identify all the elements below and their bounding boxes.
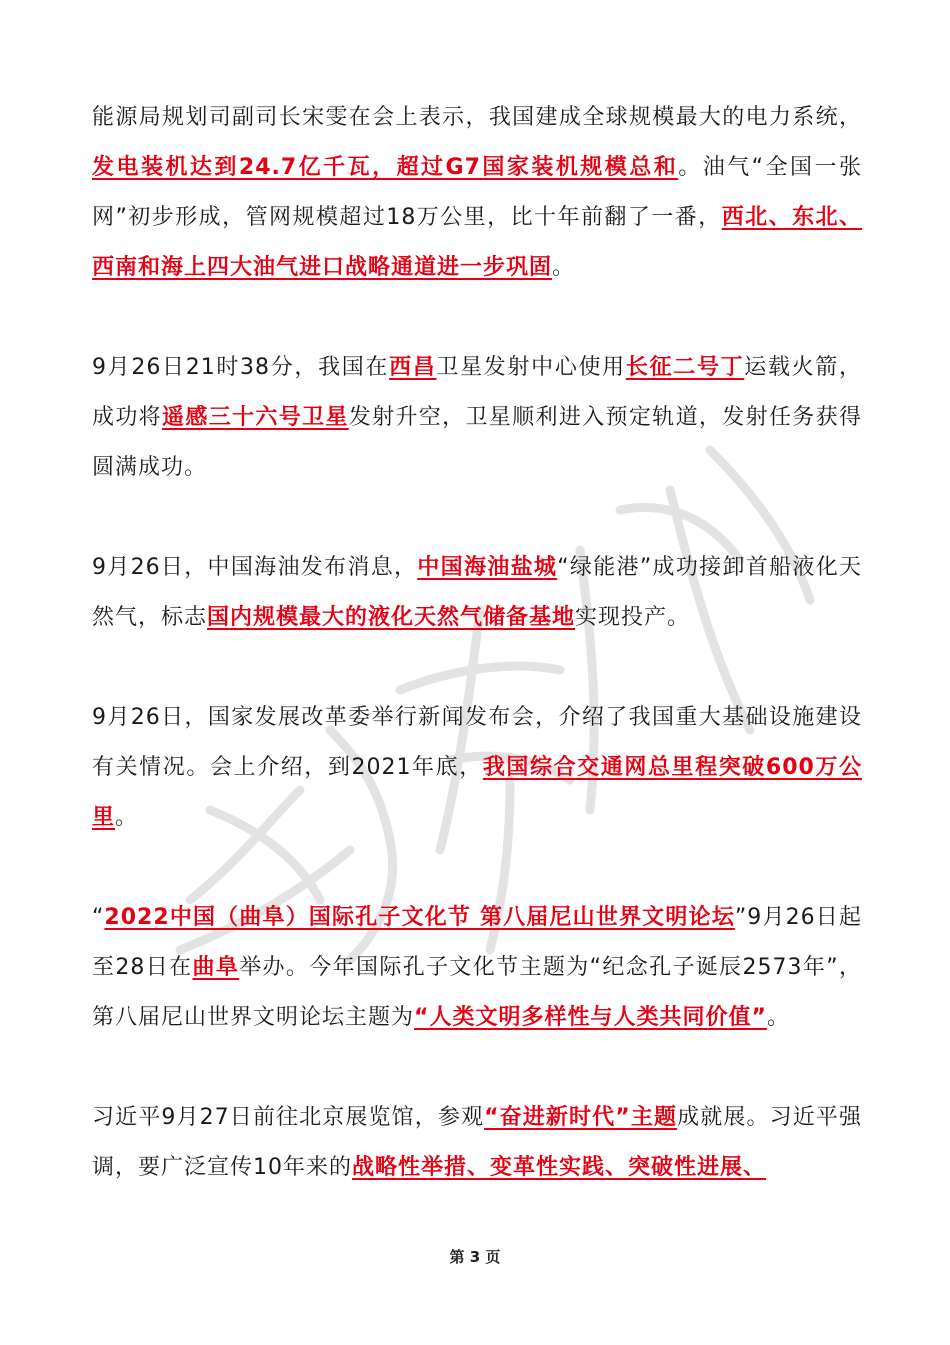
highlighted-key-phrase: “奋进新时代”主题	[484, 1105, 678, 1130]
paragraph-text: 成就展。习近平强调，要广泛宣传10年来的	[92, 1105, 862, 1180]
page-number: 第 3 页	[449, 1248, 501, 1266]
paragraph-text: 习近平9月27日前往北京展览馆，参观	[92, 1105, 485, 1130]
highlighted-key-phrase: 西昌	[389, 355, 437, 380]
paragraph-text: ”9月26日起至28日在	[92, 905, 862, 980]
highlighted-key-phrase: “人类文明多样性与人类共同价值”	[414, 1005, 767, 1030]
article-body	[92, 93, 862, 1243]
highlighted-key-phrase: 长征二号丁	[625, 355, 745, 380]
news-paragraph	[92, 93, 862, 293]
highlighted-key-phrase: 国内规模最大的液化天然气储备基地	[207, 605, 576, 630]
paragraph-text: 。	[552, 255, 576, 280]
paragraph-text: 运载火箭，成功将	[92, 355, 862, 430]
highlighted-key-phrase: 我国综合交通网总里程突破600万公里	[92, 755, 862, 830]
highlighted-key-phrase: 发电装机达到24.7亿千瓦，超过G7国家装机规模总和	[92, 155, 679, 180]
paragraph-text: “	[92, 905, 105, 930]
news-paragraph	[92, 343, 862, 493]
paragraph-text: 能源局规划司副司长宋雯在会上表示，我国建成全球规模最大的电力系统，	[92, 105, 862, 130]
paragraph-text: 举办。今年国际孔子文化节主题为“纪念孔子诞辰2573年”，第八届尼山世界文明论坛主题为	[92, 955, 862, 1030]
paragraph-text: 卫星发射中心使用	[436, 355, 626, 380]
news-paragraph	[92, 693, 862, 843]
paragraph-text: 发射升空，卫星顺利进入预定轨道，发射任务获得圆满成功。	[92, 405, 862, 480]
highlighted-key-phrase: 中国海油盐城	[417, 555, 558, 580]
highlighted-key-phrase: 西北、东北、西南和海上四大油气进口战略通道进一步巩固	[92, 205, 862, 280]
paragraph-text: 9月26日21时38分，我国在	[92, 355, 390, 380]
paragraph-text: 。	[766, 1005, 790, 1030]
highlighted-key-phrase: 2022中国（曲阜）国际孔子文化节 第八届尼山世界文明论坛	[104, 905, 735, 930]
highlighted-key-phrase: 曲阜	[192, 955, 240, 980]
paragraph-text: “绿能港”成功接卸首船液化天然气，标志	[92, 555, 862, 630]
paragraph-text: 。	[115, 805, 139, 830]
highlighted-key-phrase: 遥感三十六号卫星	[162, 405, 349, 430]
paragraph-text: 9月26日，国家发展改革委举行新闻发布会，介绍了我国重大基础设施建设有关情况。会上介绍，到2021年底，	[92, 705, 862, 780]
paragraph-text: 9月26日，中国海油发布消息，	[92, 555, 418, 580]
news-paragraph	[92, 1093, 862, 1193]
paragraph-text: 实现投产。	[575, 605, 691, 630]
news-paragraph	[92, 543, 862, 643]
paragraph-text: 。油气“全国一张网”初步形成，管网规模超过18万公里，比十年前翻了一番，	[92, 155, 862, 230]
news-paragraph	[92, 893, 862, 1043]
highlighted-key-phrase: 战略性举措、变革性实践、突破性进展、	[352, 1155, 767, 1180]
